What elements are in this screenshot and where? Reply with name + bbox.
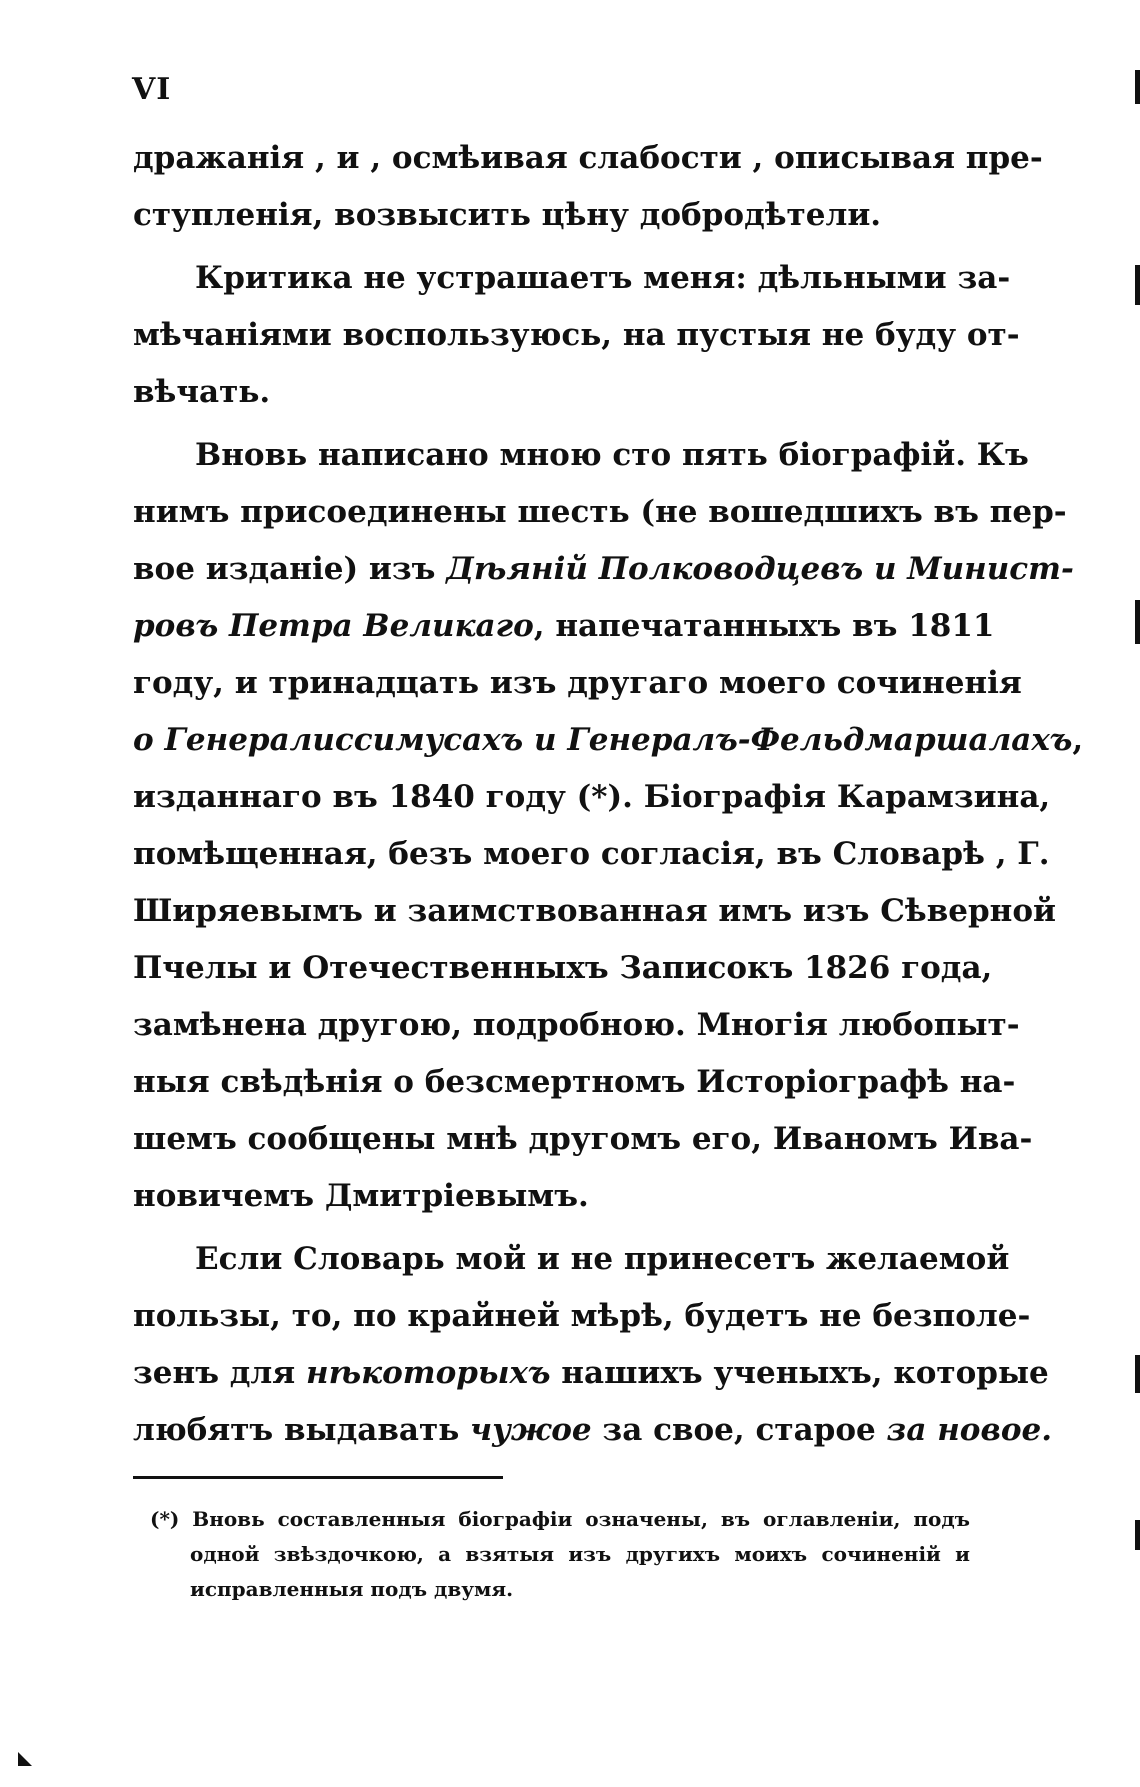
italic-title-generalissimusy: о Генералиссимусахъ и Генералъ-Фельдмаршалахъ <box>133 722 1073 758</box>
scan-corner-mark <box>18 1752 32 1766</box>
footnote-line-2: одной звѣздочкою, а взятыя изъ другихъ моихъ сочиненій и <box>190 1542 970 1566</box>
footnote-line-1: (*) Вновь составленныя біографіи означены, въ оглавленіи, подъ <box>150 1507 970 1531</box>
italic-title-deyaniy: Дѣяній Полководцевъ и Минист- <box>446 551 1074 587</box>
text-line-23-start: любятъ выдавать <box>133 1412 471 1448</box>
scan-edge-mark-3 <box>1135 600 1140 644</box>
page-number: VI <box>132 72 172 107</box>
text-line-5: вѣчать. <box>133 374 271 410</box>
text-line-1: дражанія , и , осмѣивая слабости , описывая пре- <box>133 140 1043 176</box>
text-line-18: шемъ сообщены мнѣ другомъ его, Иваномъ Ива- <box>133 1121 1033 1157</box>
footnote <box>150 1502 970 1607</box>
text-line-21: пользы, то, по крайней мѣрѣ, будетъ не безполе- <box>133 1298 1031 1334</box>
text-line-9-rest: , напечатанныхъ въ 1811 <box>533 608 995 644</box>
italic-word-za-novoe: за новое. <box>886 1412 1053 1448</box>
text-line-23-mid: за свое, старое <box>591 1412 887 1448</box>
text-line-2: ступленія, возвысить цѣну добродѣтели. <box>133 197 882 233</box>
text-line-7: нимъ присоединены шесть (не вошедшихъ въ пер- <box>133 494 1067 530</box>
text-line-16: замѣнена другою, подробною. Многія любопыт- <box>133 1007 1020 1043</box>
text-line-14: Ширяевымъ и заимствованная имъ изъ Сѣверной <box>133 893 1056 929</box>
text-line-11 <box>133 712 1084 769</box>
text-line-3: Критика не устрашаетъ меня: дѣльными за- <box>195 260 1011 296</box>
text-line-8 <box>133 541 1074 598</box>
text-line-19: новичемъ Дмитріевымъ. <box>133 1178 589 1214</box>
text-line-22 <box>133 1345 1049 1402</box>
scan-edge-mark-4 <box>1135 1355 1140 1393</box>
italic-word-nekotorykh: нѣкоторыхъ <box>305 1355 551 1391</box>
text-line-6: Вновь написано мною сто пять біографій. Къ <box>195 437 1029 473</box>
text-line-13: помѣщенная, безъ моего согласія, въ Словарѣ , Г. <box>133 836 1050 872</box>
text-line-4: мѣчаніями воспользуюсь, на пустыя не буду от- <box>133 317 1020 353</box>
text-line-11-comma: , <box>1072 722 1084 758</box>
text-line-10: году, и тринадцать изъ другаго моего сочиненія <box>133 665 1022 701</box>
text-line-12: изданнаго въ 1840 году (*). Біографія Карамзина, <box>133 779 1051 815</box>
text-line-17: ныя свѣдѣнія о безсмертномъ Исторіографѣ на- <box>133 1064 1016 1100</box>
text-line-20: Если Словарь мой и не принесетъ желаемой <box>195 1241 1010 1277</box>
scan-edge-mark-1 <box>1135 70 1140 104</box>
text-line-23 <box>133 1402 1053 1459</box>
footnote-line-3: исправленныя подъ двумя. <box>190 1577 514 1601</box>
scan-edge-mark-5 <box>1135 1520 1140 1550</box>
italic-title-petra: ровъ Петра Великаго <box>133 608 534 644</box>
italic-word-chuzhoe: чужое <box>470 1412 592 1448</box>
scan-edge-mark-2 <box>1135 265 1140 305</box>
text-line-15: Пчелы и Отечественныхъ Записокъ 1826 года, <box>133 950 993 986</box>
text-line-22-rest: нашихъ ученыхъ, которые <box>550 1355 1049 1391</box>
text-line-8-start: вое изданіе) изъ <box>133 551 447 587</box>
text-line-22-start: зенъ для <box>133 1355 306 1391</box>
body-text <box>133 130 1084 1459</box>
footnote-rule <box>133 1476 503 1479</box>
text-line-9 <box>133 598 995 655</box>
